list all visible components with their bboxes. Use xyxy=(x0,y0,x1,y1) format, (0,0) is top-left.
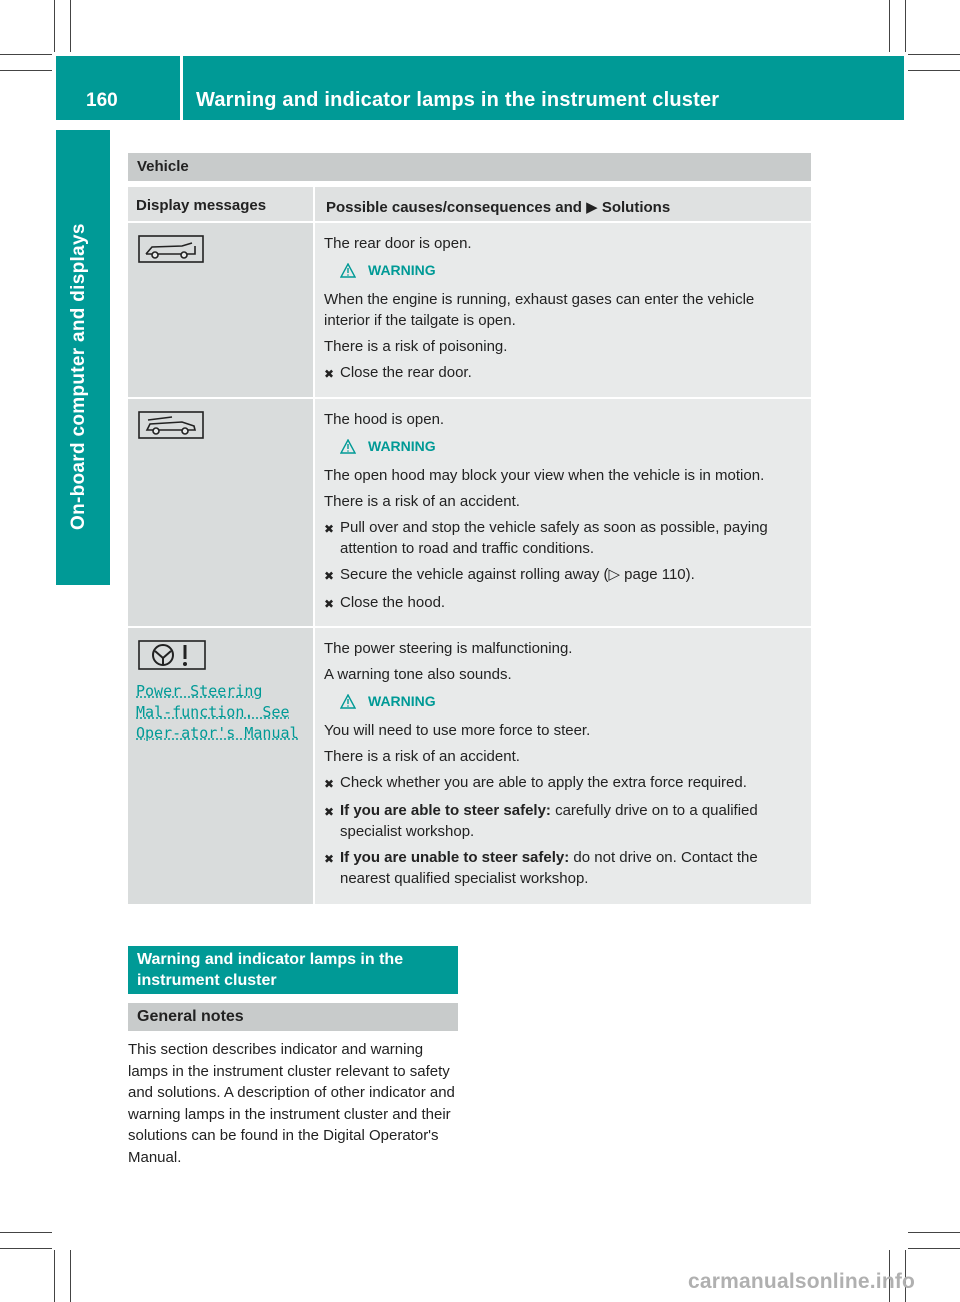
header-separator xyxy=(180,56,183,120)
rear-door-open-icon xyxy=(138,235,204,263)
step-text-rest: do not drive on. Contact the nearest qualified specialist workshop. xyxy=(340,849,758,887)
crop-mark xyxy=(908,70,960,71)
vehicle-table xyxy=(128,153,811,906)
warning-label: WARNING xyxy=(368,693,436,709)
step-arrow-icon: ✖ xyxy=(324,367,335,381)
display-message-cell xyxy=(128,628,313,904)
instruction-step xyxy=(324,800,803,842)
table-caption: Vehicle xyxy=(128,153,811,181)
warning-text: The open hood may block your view when the vehicle is in motion. xyxy=(324,467,765,484)
warning-text: There is a risk of an accident. xyxy=(324,493,520,510)
crop-mark xyxy=(70,0,71,52)
arrow-icon: ▶ xyxy=(586,199,598,216)
step-text[interactable]: Secure the vehicle against rolling away (▷ page 110). xyxy=(340,566,695,583)
crop-mark xyxy=(54,0,55,52)
crop-mark xyxy=(908,1232,960,1233)
header-solutions xyxy=(315,187,811,221)
crop-mark xyxy=(0,54,52,55)
header-causes-text: Possible causes/consequences and xyxy=(326,199,582,216)
step-text: Pull over and stop the vehicle safely as soon as possible, paying attention to road and traffic conditions. xyxy=(340,519,768,557)
watermark: carmanualsonline.info xyxy=(688,1270,916,1293)
power-steering-warning-icon xyxy=(138,640,210,670)
display-message-text: Power Steering Mal-function. See Oper-ator's Manual xyxy=(136,682,299,742)
cause-text: A warning tone also sounds. xyxy=(324,666,512,683)
crop-mark xyxy=(0,1248,52,1249)
table-row xyxy=(128,223,811,399)
step-arrow-icon: ✖ xyxy=(324,597,335,611)
solution-cell xyxy=(315,223,811,397)
crop-mark xyxy=(905,0,906,52)
warning-triangle-icon xyxy=(340,694,356,709)
chapter-label: On-board computer and displays xyxy=(68,223,89,530)
cause-text: The power steering is malfunctioning. xyxy=(324,640,573,657)
crop-mark xyxy=(908,1248,960,1249)
warning-text: There is a risk of poisoning. xyxy=(324,338,508,355)
step-arrow-icon: ✖ xyxy=(324,852,335,866)
display-message-cell xyxy=(128,399,313,626)
step-bold-text: If you are unable to steer safely: xyxy=(340,849,570,866)
step-arrow-icon: ✖ xyxy=(324,522,335,536)
cause-text: The hood is open. xyxy=(324,411,445,428)
crop-mark xyxy=(0,1232,52,1233)
step-arrow-icon: ✖ xyxy=(324,777,335,791)
cause-text: The rear door is open. xyxy=(324,235,472,252)
instruction-step xyxy=(324,772,803,795)
warning-heading xyxy=(324,691,803,712)
display-message-cell xyxy=(128,223,313,397)
instruction-step xyxy=(324,362,803,385)
section-body: This section describes indicator and warning lamps in the instrument cluster relevant to safety and solutions. A description of other indicator and warning lamps in the instrument cluster and their solutions can be found in the Digital Operator's Manual. xyxy=(128,1041,455,1166)
warning-text: When the engine is running, exhaust gases can enter the vehicle interior if the tailgate is open. xyxy=(324,291,755,329)
crop-mark xyxy=(908,54,960,55)
header-display-messages: Display messages xyxy=(128,187,313,221)
warning-label: WARNING xyxy=(368,262,436,278)
warning-triangle-icon xyxy=(340,263,356,278)
instruction-step xyxy=(324,592,803,615)
step-text: Check whether you are able to apply the extra force required. xyxy=(340,774,747,791)
page-title: Warning and indicator lamps in the instrument cluster xyxy=(196,89,720,111)
step-text: Close the hood. xyxy=(340,594,446,611)
warning-text: There is a risk of an accident. xyxy=(324,748,520,765)
step-text xyxy=(340,847,803,889)
step-arrow-icon: ✖ xyxy=(324,569,335,583)
step-bold-text: If you are able to steer safely: xyxy=(340,802,551,819)
warning-text: You will need to use more force to steer. xyxy=(324,722,591,739)
solution-cell xyxy=(315,628,811,904)
step-text xyxy=(340,800,803,842)
table-row xyxy=(128,628,811,906)
crop-mark xyxy=(0,70,52,71)
section-title: Warning and indicator lamps in the instrument cluster xyxy=(128,946,458,994)
warning-heading xyxy=(324,436,803,457)
solution-cell xyxy=(315,399,811,626)
table-row xyxy=(128,399,811,628)
step-text: Close the rear door. xyxy=(340,364,472,381)
page-header xyxy=(56,56,904,120)
instruction-step xyxy=(324,517,803,559)
crop-mark xyxy=(889,0,890,52)
header-solutions-text: Solutions xyxy=(601,199,671,216)
instruction-step xyxy=(324,847,803,889)
step-text-rest: carefully drive on to a qualified specialist workshop. xyxy=(340,802,758,840)
warning-heading xyxy=(324,260,803,281)
hood-open-icon xyxy=(138,411,204,439)
page-number: 160 xyxy=(86,90,118,111)
chapter-tab xyxy=(56,130,110,585)
crop-mark xyxy=(54,1250,55,1302)
warning-triangle-icon xyxy=(340,439,356,454)
warning-label: WARNING xyxy=(368,438,436,454)
section-subtitle: General notes xyxy=(128,1003,458,1031)
crop-mark xyxy=(70,1250,71,1302)
instruction-step xyxy=(324,564,803,587)
table-header-row xyxy=(128,187,811,223)
step-arrow-icon: ✖ xyxy=(324,805,335,819)
